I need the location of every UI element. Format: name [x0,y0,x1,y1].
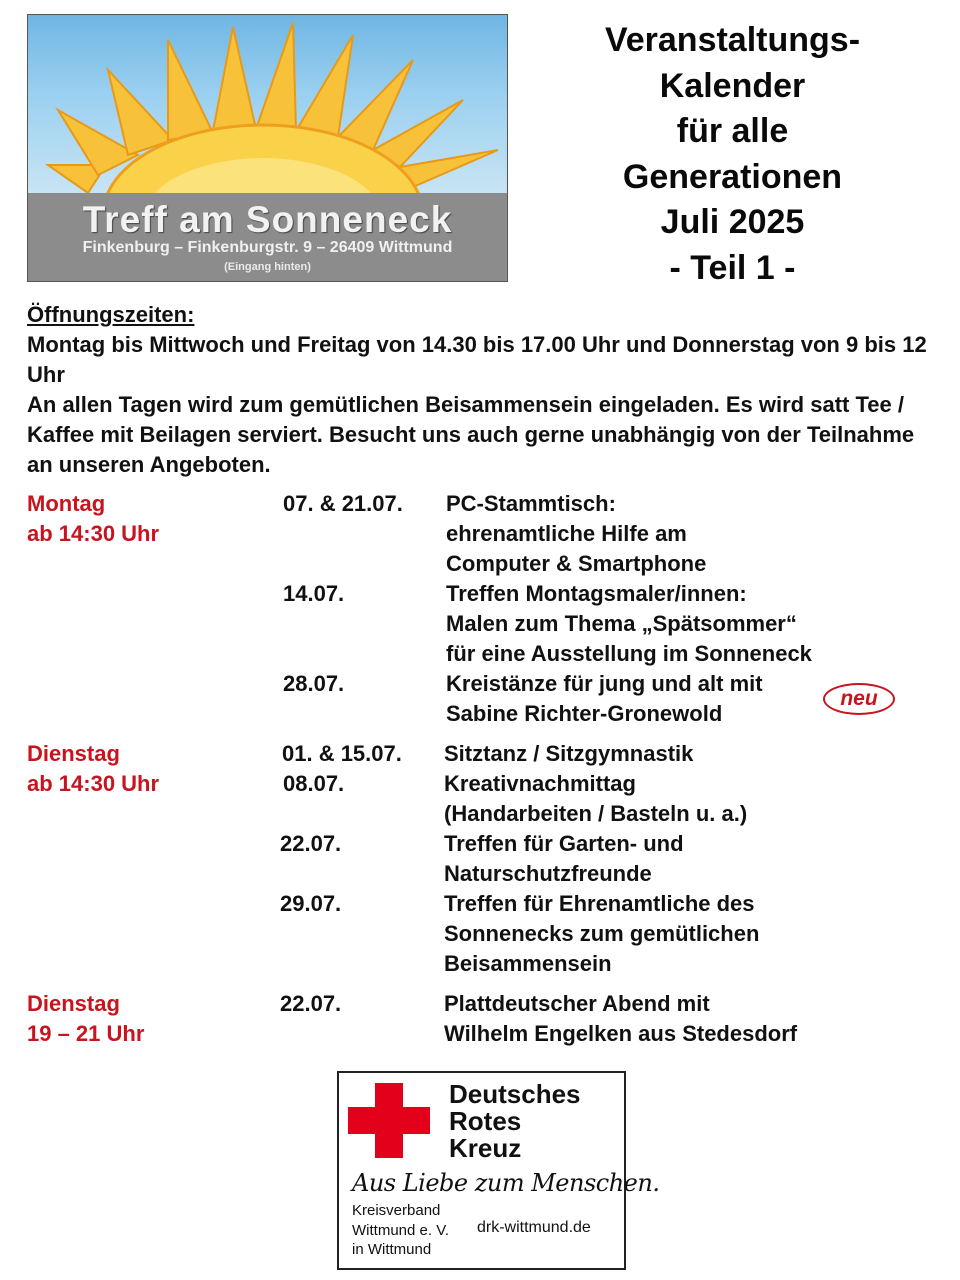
event-line: Wilhelm Engelken aus Stedesdorf [444,1021,798,1046]
event-date: 29.07. [280,891,342,916]
event-date: 14.07. [283,581,345,606]
drk-name [449,1081,581,1162]
page-title [560,18,905,291]
event-line: Sabine Richter-Gronewold [446,701,723,726]
tuesday-evening-time-label: 19 – 21 Uhr [27,1021,145,1046]
sun-illustration [28,15,507,205]
event-line: ehrenamtliche Hilfe am [446,521,687,546]
monday-day-label: Montag [27,491,106,516]
opening-hours: Montag bis Mittwoch und Freitag von 14.30 bis 17.00 Uhr und Donnerstag von 9 bis 12 Uhr [27,332,927,387]
event-line: Treffen für Ehrenamtliche des [444,891,755,916]
drk-name-line: Kreuz [449,1133,522,1163]
drk-name-line: Rotes [449,1106,522,1136]
drk-slogan: Aus Liebe zum Menschen. [352,1169,660,1197]
event-date: 01. & 15.07. [282,741,402,766]
drk-association-line: Kreisverband [352,1202,441,1219]
event-line: Treffen für Garten- und [444,831,684,856]
event-line: für eine Ausstellung im Sonneneck [446,641,812,666]
event-line: Malen zum Thema „Spätsommer“ [446,611,797,636]
title-line: Generationen [622,157,843,196]
event-line: Computer & Smartphone [446,551,707,576]
venue-entrance-note: (Eingang hinten) [224,261,311,273]
tuesday-day-label: Dienstag [27,741,120,766]
tuesday-time-label: ab 14:30 Uhr [27,771,160,796]
event-date: 07. & 21.07. [283,491,403,516]
venue-address: Finkenburg – Finkenburgstr. 9 – 26409 Wittmund [82,239,453,256]
title-line: Juli 2025 [660,203,805,241]
event-line: Naturschutzfreunde [444,861,652,886]
drk-logo-box [337,1071,660,1270]
event-line: Plattdeutscher Abend mit [444,991,710,1016]
drk-association-line: Wittmund e. V. [352,1221,449,1239]
title-line: für alle [676,112,789,150]
new-badge: neu [823,683,895,715]
drk-website: drk-wittmund.de [477,1219,591,1236]
opening-info: An allen Tagen wird zum gemütlichen Beisammensein eingeladen. Es wird satt Tee / Kaffee mit Beilagen serviert. Besucht uns auch gerne unabhängig von der Teilnahme an unseren Angeboten. [27,392,915,477]
opening-hours-text [27,330,937,480]
event-line: (Handarbeiten / Basteln u. a.) [444,801,748,826]
event-date: 08.07. [283,771,345,796]
monday-time-label: ab 14:30 Uhr [27,521,160,546]
event-date: 22.07. [280,991,342,1016]
header-banner-image [27,14,508,282]
event-line: Kreativnachmittag [444,771,636,796]
event-date: 28.07. [283,671,345,696]
event-date: 22.07. [280,831,342,856]
event-line: Kreistänze für jung und alt mit [446,671,763,696]
title-line: - Teil 1 - [669,248,796,287]
event-line: PC-Stammtisch: [446,491,616,516]
red-cross-icon [348,1083,430,1158]
title-line: Kalender [659,66,806,105]
opening-hours-heading: Öffnungszeiten: [27,302,195,327]
event-line: Beisammensein [444,951,612,976]
venue-name: Treff am Sonneneck [82,199,453,240]
drk-association-line: in Wittmund [352,1241,432,1258]
event-line: Sonnenecks zum gemütlichen [444,921,760,946]
title-line: Veranstaltungs- [604,21,861,59]
drk-association [352,1201,449,1260]
event-line: Treffen Montagsmaler/innen: [446,581,747,606]
event-line: Sitztanz / Sitzgymnastik [444,741,694,766]
drk-name-line: Deutsches [449,1079,581,1109]
tuesday-evening-day-label: Dienstag [27,991,120,1016]
